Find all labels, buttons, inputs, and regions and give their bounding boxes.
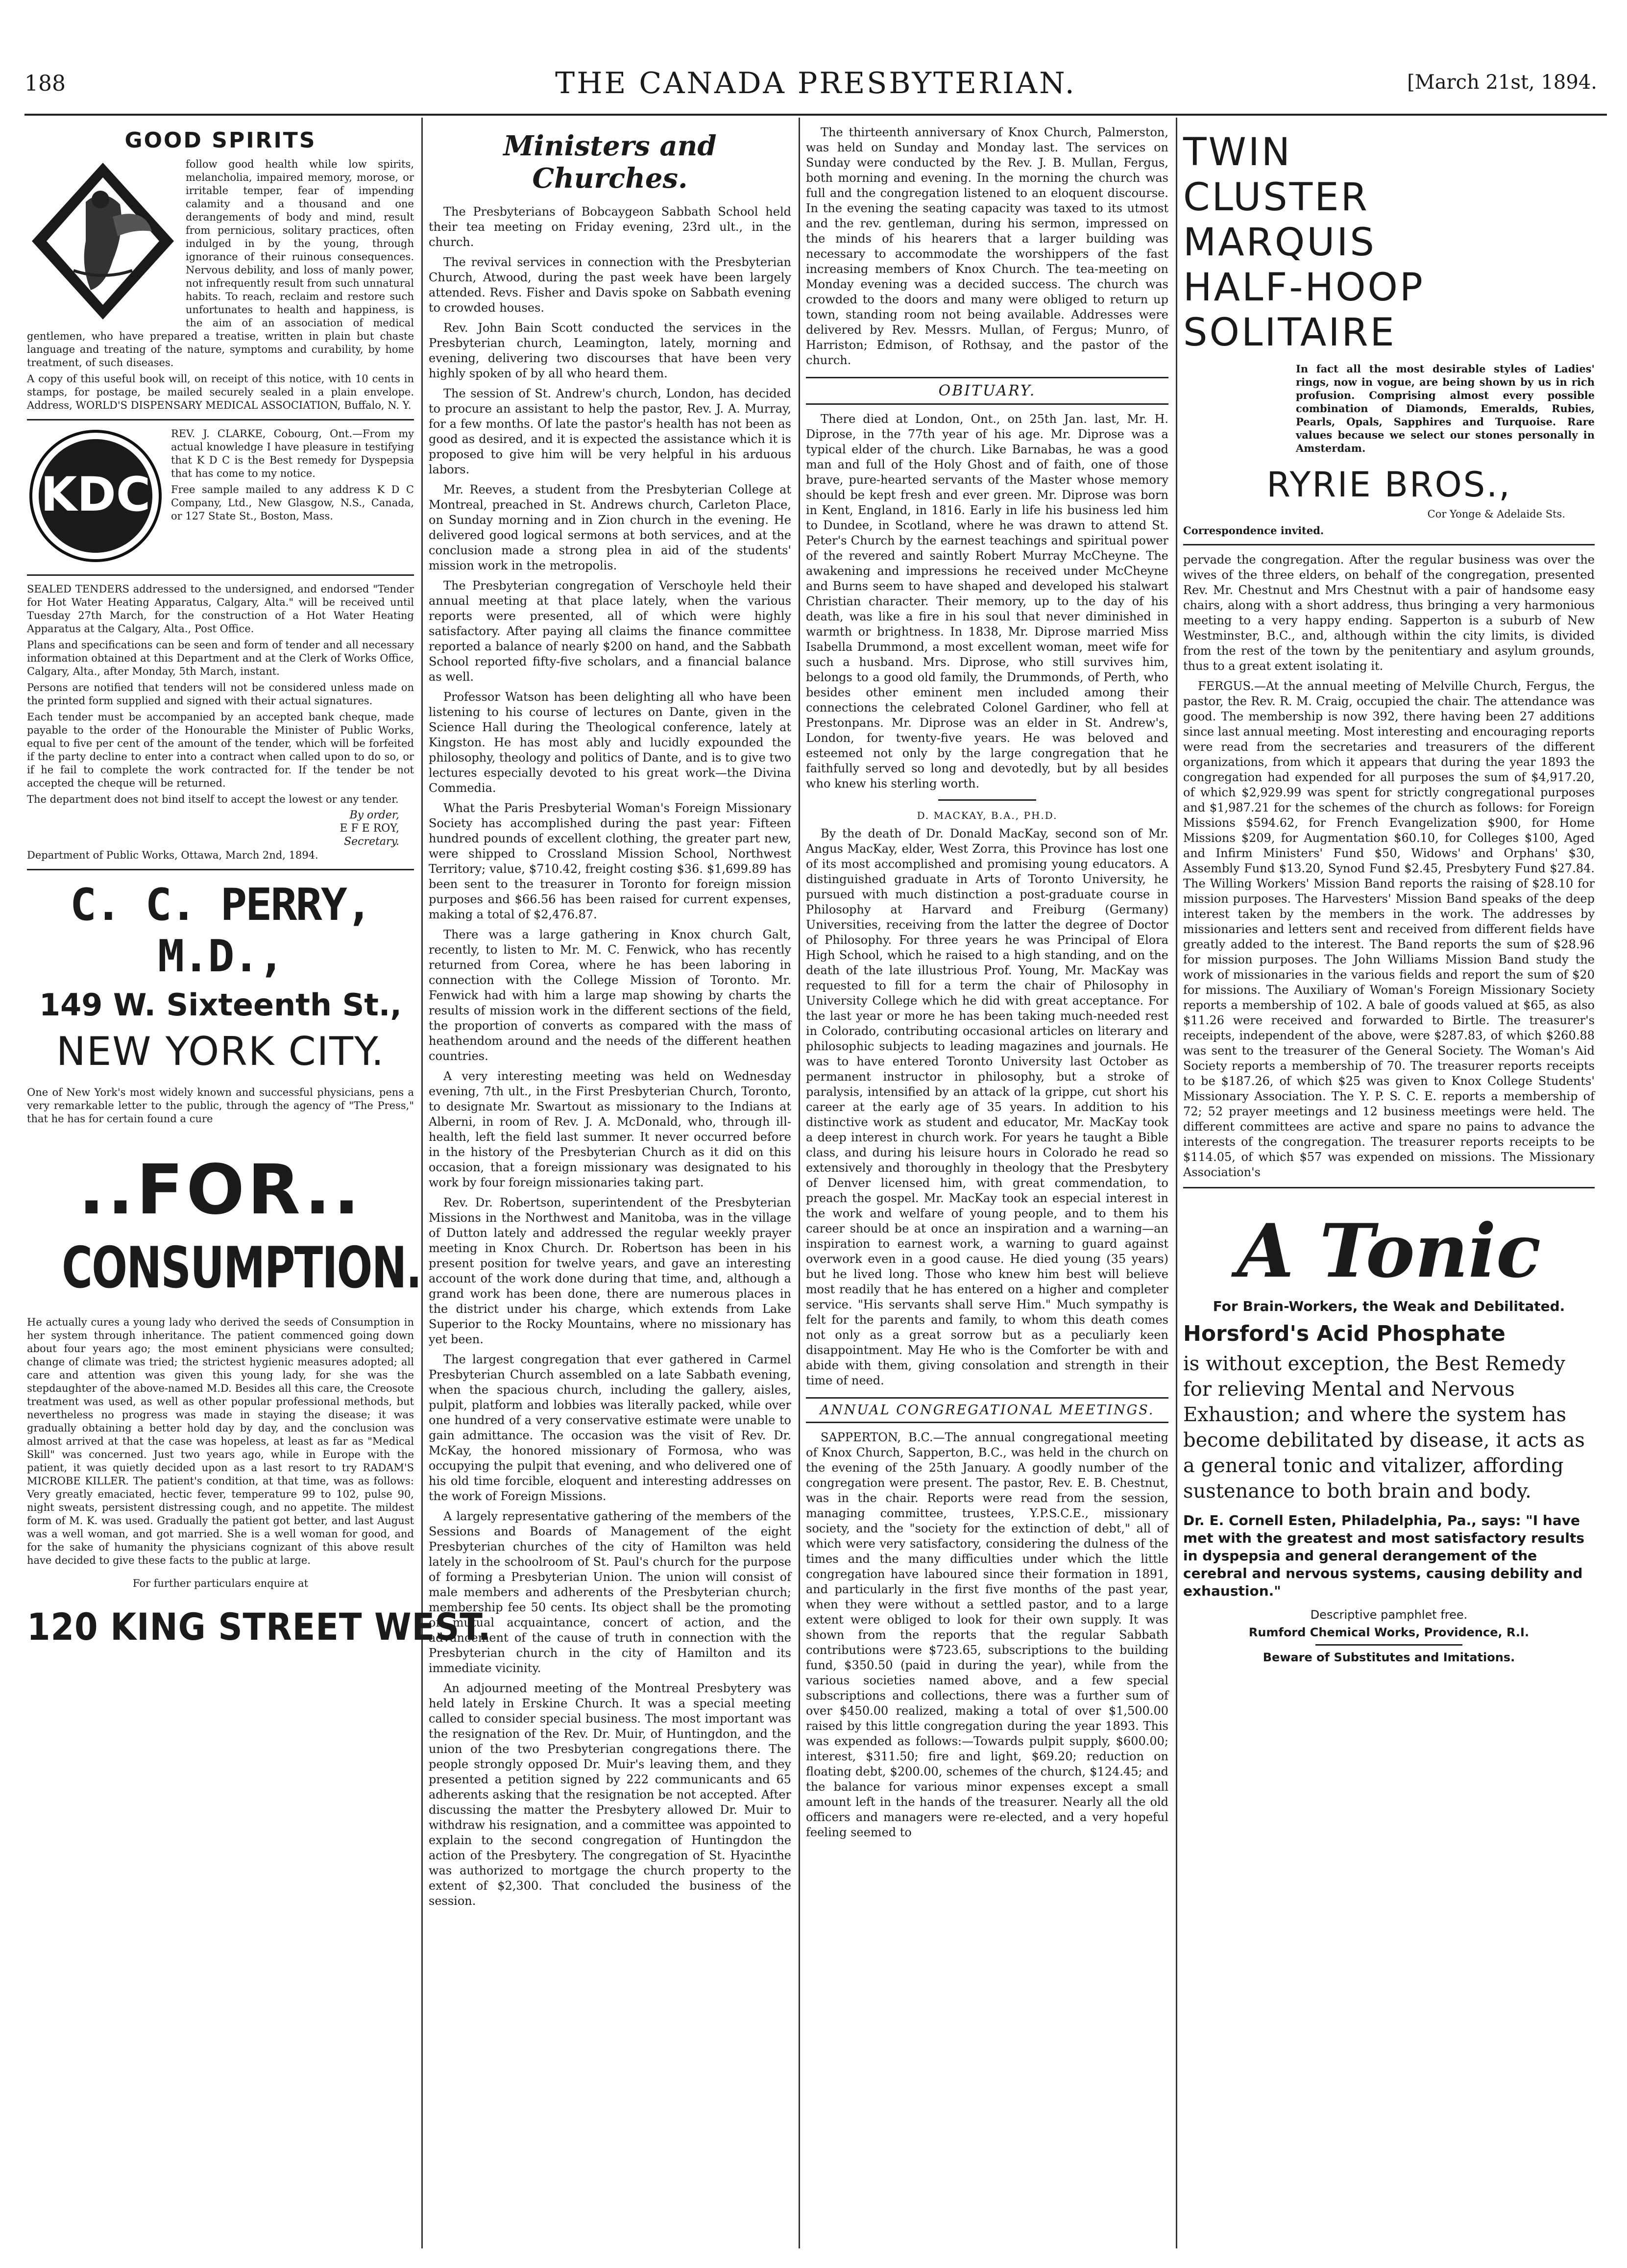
consumption-heading: CONSUMPTION. xyxy=(62,1235,421,1301)
consumption-address: 120 KING STREET WEST. xyxy=(27,1605,491,1649)
ring-style-line: SOLITAIRE xyxy=(1183,311,1396,355)
ministers-churches-heading: Ministers and Churches. xyxy=(503,130,717,195)
perry-street: 149 W. Sixteenth St., xyxy=(39,987,402,1023)
church-news-paragraph: An adjourned meeting of the Montreal Presbytery was held lately in Erskine Church. It was a special meeting called to consider special business. The most important was the resignation of the Rev. Dr. Muir, of Huntingdon, and the union of the two Presbyterian congregations there. The people strongly opposed Dr. Muir's leaving them, and they presented a petition signed by 222 communicants and 65 adherents asking that the resignation be not accepted. After discussing the matter the Presbytery allowed Dr. Muir to withdraw his resignation, and a committee was appointed to explain to the second congregation of Huntingdon the action of the Presbytery. The congregation of St. Hyacinthe was authorized to mortgage the church property to the extent of $2,300. That concluded the business of the session. xyxy=(429,1681,791,1908)
perry-name: C. C. PERRY, M.D., xyxy=(70,879,371,982)
ring-description: In fact all the most desirable styles of Ladies' rings, now in vogue, are being shown by us in rich profusion. Comprising almost every possible combination of Diamonds, Emeralds, Rubies, Pearls, Opals, Sapphires and Turquoise. Rare values because we select our stones personally in Amsterdam. xyxy=(1296,363,1595,454)
horsford-description: is without exception, the Best Remedy for relieving Mental and Nervous Exhaustion; and where the system has become debilitated by disease, it acts as a general tonic and vitalizer, affording sustenance to both brain and body. xyxy=(1183,1353,1585,1503)
a-tonic-subtitle: For Brain-Workers, the Weak and Debilitated. xyxy=(1213,1298,1565,1314)
ad-divider xyxy=(27,419,414,420)
fergus-report: FERGUS.—At the annual meeting of Melville Church, Fergus, the pastor, the Rev. R. M. Craig, occupied the chair. The attendance was good. The membership is now 392, there having been 27 additions since last annual meeting. Most interesting and encouraging reports were read from the secretaries and treasurers of the different organizations, from which it appears that during the year 1893 the congregation had expended for all purposes the sum of $4,917.20, of which $2,929.99 was spent for strictly congregational purposes and $1,987.21 for the schemes of the church as follows: for Foreign Missions $594.62, for French Evangelization $900, for Home Missions $209, for Augmentation $60.10, for Colleges $100, Aged and Infirm Ministers' Fund $50, Widows' and Orphans' $30, Assembly Fund $13.20, Synod Fund $2.45, Presbytery Fund $27.84. The Willing Workers' Mission Band reports the raising of $28.10 for mission purposes. The Harvesters' Mission Band speaks of the deep interest taken by the members in the work. The addresses by missionaries and letters sent and received from different fields have greatly added to the interest. The Band reports the sum of $28.96 for mission purposes. The John Williams Mission Band study the work of missionaries in the various fields and report the sum of $20 for missions. The Auxiliary of Woman's Foreign Missionary Society reports a membership of 102. A bale of goods valued at $65, as also $11.26 were received and forwarded to Birtle. The treasurer's receipts, independent of the above, were $287.83, of which $260.88 was sent to the treasurer of the General Society. The Woman's Aid Society reports a membership of 70. The treasurer reports receipts to be $187.26, of which $25 was given to Knox College Students' Missionary Association. The Y. P. S. C. E. reports a membership of 72; 52 prayer meetings and 12 business meetings were held. The different committees are active and spare no pains to advance the interests of the congregation. The treasurer reports receipts to be $114.05, of which $57 was expended on missions. The Missionary Association's xyxy=(1183,679,1595,1179)
church-news-paragraph: The revival services in connection with the Presbyterian Church, Atwood, during the past week have been largely attended. Revs. Fisher and Davis spoke on Sabbath evening to crowded houses. xyxy=(429,255,791,315)
ad-divider xyxy=(1183,544,1595,545)
church-news-paragraph: The session of St. Andrew's church, London, has decided to procure an assistant to help the pastor, Rev. J. A. Murray, for a few months. Of late the pastor's health has not been as good as desired, and it is expected the assistance which it is proposed to give him will be very helpful in his arduous labors. xyxy=(429,387,791,476)
consumption-enquire: For further particulars enquire at xyxy=(132,1578,309,1589)
ryrie-bros-name: RYRIE BROS., xyxy=(1266,465,1511,505)
kdc-testimonial: REV. J. CLARKE, Cobourg, Ont.—From my actual knowledge I have pleasure in testifying that K D C is the Best remedy for Dyspepsia that has come to my notice. xyxy=(171,428,414,479)
tenders-persons: Persons are notified that tenders will not be considered unless made on the printed form supplied and signed with their actual signatures. xyxy=(27,682,414,707)
good-spirits-body: follow good health while low spirits, melancholia, impaired memory, morose, or irritable temper, fear of impending calamity and a thousand and one derangements of body and mind, result from pernicious, solitary practices, often indulged in by the young, through ignorance of their ruinous consequences. Nervous debility, and loss of manly power, not infrequently result from such unnatural habits. To reach, reclaim and restore such unfortunates to health and happiness, is the aim of an association of medical gentlemen, who have prepared a treatise, written in plain but chaste language and treating of the nature, symptoms and curability, by home treatment, of such diseases. xyxy=(27,158,414,369)
perry-city: NEW YORK CITY. xyxy=(56,1029,385,1074)
short-divider xyxy=(1315,1644,1462,1646)
tenders-notice: SEALED TENDERS addressed to the undersigned, and endorsed "Tender for Hot Water Heating Apparatus, Calgary, Alta." will be received until Tuesday 27th March, for the construction of a Hot Water Heating Apparatus at the Calgary, Alta., Post Office. xyxy=(27,583,414,635)
church-news-paragraph: A very interesting meeting was held on Wednesday evening, 7th ult., in the First Presbyterian Church, Toronto, to designate Mr. Swartout as missionary to the Indians at Alberni, in room of Rev. J. A. McDonald, who, through ill-health, left the field last summer. It never occurred before in the history of the Presbyterian Church as it did on this occasion, that a foreign missionary was designated to his work by four foreign missionaries taking part. xyxy=(429,1069,791,1189)
obituary-mackay: By the death of Dr. Donald MacKay, second son of Mr. Angus MacKay, elder, West Zorra, this Province has lost one of its most accomplished and promising young educators. A distinguished graduate in Arts of Toronto University, he pursued with much distinction a post-graduate course in Philosophy at Harvard and Freiburg (Germany) Universities, receiving from the latter the degree of Doctor of Philosophy. For three years he was Principal of Elora High School, which he raised to a high standing, and on the death of the late illustrious Prof. Young, Mr. MacKay was requested to fill for a term the chair of Philosophy in University College which he did with great acceptance. For the last year or more he has been taking much-needed rest in Colorado, contributing occasional articles on literary and philosophic subjects to leading magazines and journals. He was to have entered Toronto University last October as permanent instructor in philosophy, but a stroke of paralysis, intensified by an attack of la grippe, cut short his career at the early age of 35 years. In addition to his distinctive work as student and educator, Mr. MacKay took a deep interest in church work. For years he taught a Bible class, and during his leisure hours in Colorado he read so extensively and thoroughly in theology that the Presbytery of Denver licensed him, with great commendation, to preach the gospel. Mr. MacKay took an especial interest in the work and welfare of young people, and to them his career should be at once an inspiration and a warning—an inspiration to earnest work, a warning to guard against overwork even in a good cause. He died young (35 years) but he lived long. Those who knew him best will believe most readily that he has entered on a higher and completer service. "His servants shall serve Him." Much sympathy is felt for the parents and family, to whom this death comes not only as a great sorrow but as a peculiarly keen disappointment. May He who is the Comforter be with and abide with them, giving consolation and strength in their time of need. xyxy=(806,827,1168,1387)
church-news-paragraph: Rev. John Bain Scott conducted the services in the Presbyterian church, Leamington, lately, morning and evening, delivering two discourses that have been very highly spoken of by all who heard them. xyxy=(429,321,791,380)
consumption-body: He actually cures a young lady who derived the seeds of Consumption in her system through inheritance. The patient commenced going down about four years ago; the most eminent physicians were consulted; change of climate was tried; the strictest hygienic measures adopted; all care and attention was given this young lady, for she was the stepdaughter of the above-named M.D. Besides all this care, the Creosote treatment was used, as well as other popular professional methods, but nevertheless no progress was made in staying the disease; it was gradually obtaining a better hold day by day, and the conclusion was almost arrived at that the case was hopeless, at least as far as "Medical Skill" was concerned. Just two years ago, while in Europe with the patient, it was quietly decided upon as a last resort to try RADAM'S MICROBE KILLER. The patient's condition, at that time, was as follows: Very greatly emaciated, hectic fever, temperature 99 to 102, pulse 90, night sweats, persistent distressing cough, and no appetite. The mildest form of M. K. was used. Gradually the patient got better, and last August was a well woman, and got married. She is a well woman for good, and for the sake of humanity the physicians cognizant of this above result have decided to give these facts to the public at large. xyxy=(27,1316,414,1566)
ad-divider xyxy=(1183,1187,1595,1188)
ring-style-line: TWIN xyxy=(1183,130,1292,174)
header-rule xyxy=(24,114,1607,116)
church-news-paragraph: Professor Watson has been delighting all who have been listening to his course of lectures on Dante, given in the Science Hall during the Theological conference, lately at Kingston. He has most ably and lucidly expounded the philosophy, theology and politics of Dante, and is to give two lectures especially devoted to his great work—the Divina Commedia. xyxy=(429,690,791,795)
obituary-diprose: There died at London, Ont., on 25th Jan. last, Mr. H. Diprose, in the 77th year of his age. Mr. Diprose was a typical elder of the church. Like Barnabas, he was a good man and full of the Holy Ghost and of faith, one of those brave, pure-hearted servants of the Master whose memory should be kept fresh and ever green. Mr. Diprose was born in Kent, England, in 1816. Early in life his business led him to Dundee, in Scotland, where he was drawn to attend St. Peter's Church by the earnest teachings and spiritual power of the revered and saintly Robert Murray McCheyne. The awakening and impressions he received under McCheyne and Burns seem to have shaped and developed his stalwart Christian character. Their memory, up to the day of his death, was like a fire in his soul that never diminished in warmth or brightness. In 1838, Mr. Diprose married Miss Isabella Drummond, a most excellent woman, meet wife for such a husband. Mrs. Diprose, who still survives him, belongs to a good old family, the Drummonds, of Perth, who besides other eminent men included among their connections the celebrated Colonel Gardiner, who fell at Prestonpans. Mr. Diprose was an elder in St. Andrew's, London, for twenty-five years. He was beloved and esteemed not only by the large congregation that he faithfully served so long and devotedly, but by all besides who knew his sterling worth. xyxy=(806,412,1168,790)
tenders-dateline: Department of Public Works, Ottawa, March 2nd, 1894. xyxy=(27,849,318,861)
tenders-signer: E F E ROY, xyxy=(340,822,399,835)
column-1-advertisements xyxy=(27,125,491,2248)
tenders-signer-title: Secretary. xyxy=(344,836,399,848)
ryrie-address: Cor Yonge & Adelaide Sts. xyxy=(1427,508,1565,520)
knox-anniversary-paragraph: The thirteenth anniversary of Knox Church, Palmerston, was held on Sunday and Monday last. The services on Sunday were conducted by the Rev. J. B. Mullan, Fergus, both morning and evening. In the morning the church was full and the congregation listened to an eloquent discourse. In the evening the seating capacity was taxed to its utmost and the rev. gentleman, during his sermon, impressed on the minds of his hearers that a larger building was necessary to accommodate the worshippers of the fast increasing members of Knox Church. The tea-meeting on Monday evening was a decided success. The church was crowded to the doors and many were obliged to return up town, standing room not being available. Addresses were delivered by Rev. Messrs. Mullan, of Fergus; Munro, of Harriston; Edmison, of Rothsay, and the pastor of the church. xyxy=(806,125,1168,367)
issue-date: [March 21st, 1894. xyxy=(1407,71,1597,94)
church-news-paragraph: Mr. Reeves, a student from the Presbyterian College at Montreal, preached in St. Andrews church, Carleton Place, on Sunday morning and in Zion church in the evening. He delivered good logical sermons at both services, and at the conclusion made a strong plea in aid of the students' mission work in the metropolis. xyxy=(429,483,791,572)
annual-meetings-heading: ANNUAL CONGREGATIONAL MEETINGS. xyxy=(806,1397,1168,1423)
ring-styles-heading xyxy=(1183,130,1595,355)
tenders-plans: Plans and specifications can be seen and form of tender and all necessary information obtained at this Department and at the Clerk of Works Office, Calgary, Alta., after Monday, 5th March, instant. xyxy=(27,639,414,677)
ad-divider xyxy=(27,574,414,576)
kdc-sample-offer: Free sample mailed to any address K D C Company, Ltd., New Glasgow, N.S., Canada, or 127 State St., Boston, Mass. xyxy=(171,484,414,522)
tenders-department: The department does not bind itself to accept the lowest or any tender. xyxy=(27,793,399,805)
page-number: 188 xyxy=(24,71,66,96)
good-spirits-offer: A copy of this useful book will, on receipt of this notice, with 10 cents in stamps, for postage, be mailed securely sealed in a plain envelope. Address, WORLD'S DISPENSARY MEDICAL ASSOCIATION, Buffalo, N. Y. xyxy=(27,373,414,411)
correspondence-invited: Correspondence invited. xyxy=(1183,524,1324,537)
kdc-logo xyxy=(27,427,164,565)
short-divider xyxy=(938,799,1036,801)
column-4-ads-and-reports xyxy=(1183,125,1595,2248)
church-news-paragraph: The Presbyterian congregation of Verschoyle held their annual meeting at that place lately, when the various reports were presented, all of which were highly satisfactory. After paying all claims the finance committee reported a balance of nearly $200 on hand, and the Sabbath School reported fifty-five scholars, and a financial balance as well. xyxy=(429,579,791,684)
ring-style-line: HALF-HOOP xyxy=(1183,266,1425,310)
page-header xyxy=(24,59,1607,113)
angel-emblem-icon xyxy=(27,158,179,324)
church-news-paragraph: The Presbyterians of Bobcaygeon Sabbath School held their tea meeting on Friday evening, 23rd ult., in the church. xyxy=(429,205,791,249)
mackay-byline: D. MACKAY, B.A., PH.D. xyxy=(917,810,1058,821)
sapperton-continued: pervade the congregation. After the regular business was over the wives of the three elders, on behalf of the congregation, presented Rev. Mr. Chestnut and Mrs Chestnut with a pair of handsome easy chairs, along with a short address, thus bringing a very harmonious meeting to a very happy ending. Sapperton is a suburb of New Westminster, B.C., and, although within the city limits, is divided from the rest of the town by the penitentiary and asylum grounds, thus to a great extent isolating it. xyxy=(1183,553,1595,673)
tenders-cheque: Each tender must be accompanied by an accepted bank cheque, made payable to the order of the Honourable the Minister of Public Works, equal to five per cent of the amount of the tender, which will be forfeited if the party decline to enter into a contract when called upon to do so, or if he fail to complete the work contracted for. If the tender be not accepted the cheque will be returned. xyxy=(27,711,414,789)
newspaper-title: THE CANADA PRESBYTERIAN. xyxy=(555,66,1076,100)
a-tonic-heading: A Tonic xyxy=(1237,1208,1541,1294)
ring-style-line: CLUSTER xyxy=(1183,175,1369,220)
for-heading: ..FOR.. xyxy=(78,1150,363,1230)
church-news-paragraph: A largely representative gathering of the members of the Sessions and Boards of Management of the eight Presbyterian churches of the city of Hamilton was held lately in the schoolroom of St. Paul's church for the purpose of forming a Presbyterian Union. The union will consist of male members and adherents of the Presbyterian church; membership fee 50 cents. Its object shall be the promoting of mutual acquaintance, concert of action, and the advancement of the cause of truth in connection with the Presbyterian church in the city of Hamilton and its immediate vicinity. xyxy=(429,1509,791,1675)
horsford-maker: Rumford Chemical Works, Providence, R.I. xyxy=(1248,1626,1530,1639)
church-news-paragraph: There was a large gathering in Knox church Galt, recently, to listen to Mr. M. C. Fenwick, who has recently returned from Corea, where he has been laboring in connection with the College Mission of Toronto. Mr. Fenwick had with him a large map showing by charts the results of mission work in the different sections of the field, the proportion of converts as compared with the mass of heathendom around and the needs of the different heathen countries. xyxy=(429,928,791,1063)
column-divider xyxy=(421,118,423,2248)
sapperton-report: SAPPERTON, B.C.—The annual congregational meeting of Knox Church, Sapperton, B.C., was held in the church on the evening of the 25th January. A goodly number of the congregation were present. The pastor, Rev. E. B. Chestnut, was in the chair. Reports were read from the session, managing committee, trustees, Y.P.S.C.E., missionary society, and the "society for the extinction of debt," all of which were very satisfactory, considering the dulness of the times and the many difficulties under which the little congregation have laboured since their formation in 1891, and particularly in the first five months of the past year, when they were without a settled pastor, and to a large extent were obliged to look for their own supply. It was shown from the reports that the regular Sabbath contributions were $723.65, subscriptions to the building fund, $350.50 (paid in during the year), while from the various societies named above, and a few special subscriptions and collections, there was a further sum of over $450.00 realized, making a total of over $1,500.00 raised by this little congregation during the year 1893. This was expended as follows:—Towards pulpit supply, $600.00; interest, $311.50; fire and light, $69.20; reduction on floating debt, $200.00, schemes of the church, $124.45; and the balance for various minor expenses except a small amount left in the hands of the treasurer. Nearly all the old officers and managers were re-elected, and a very hopeful feeling seemed to xyxy=(806,1430,1168,1839)
column-divider xyxy=(799,118,800,2248)
church-news-paragraph: What the Paris Presbyterial Woman's Foreign Missionary Society has accomplished during the past year: Fifteen hundred pounds of excellent clothing, the greater part new, were shipped to Crossland Mission School, Northwest Territory; value, $710.42, freight costing $36. $1,699.89 has been sent to the treasurer in Toronto for foreign mission purposes and $66.56 has been raised for current expenses, making a total of $2,476.87. xyxy=(429,801,791,921)
perry-intro: One of New York's most widely known and successful physicians, pens a very remarkable letter to the public, through the agency of "The Press," that he has for certain found a cure xyxy=(27,1086,414,1125)
church-news-paragraph: The largest congregation that ever gathered in Carmel Presbyterian Church assembled on a late Sabbath evening, when the spacious church, including the gallery, aisles, pulpit, platform and lobbies was literally packed, while over one hundred of a very conservative estimate were unable to gain admittance. The occasion was the visit of Rev. Dr. McKay, the honored missionary of Formosa, who was occupying the pulpit that evening, and who delivered one of his old time forcible, eloquent and interesting addresses on the work of Foreign Missions. xyxy=(429,1353,791,1503)
column-2-ministers-churches xyxy=(429,125,791,2248)
horsford-testimonial: Dr. E. Cornell Esten, Philadelphia, Pa., says: "I have met with the greatest and most satisfactory results in dyspepsia and general derangement of the cerebral and nervous systems, causing debility and exhaustion." xyxy=(1183,1512,1584,1599)
column-3-obituary xyxy=(806,125,1168,2248)
column-divider xyxy=(1176,118,1177,2248)
tenders-by-order: By order, xyxy=(349,809,399,821)
obituary-heading: OBITUARY. xyxy=(806,377,1168,405)
ring-style-line: MARQUIS xyxy=(1183,221,1376,265)
church-news-paragraph: Rev. Dr. Robertson, superintendent of the Presbyterian Missions in the Northwest and Manitoba, was in the village of Dutton lately and addressed the regular weekly prayer meeting in Knox Church. Dr. Robertson has been in his present position for twelve years, and gave an interesting account of the work done during that time, and, although a grand work has been done, there are numerous places in the district under his charge, which extends from Lake Superior to the Rocky Mountains, where no missionary has yet been. xyxy=(429,1196,791,1346)
good-spirits-heading: GOOD SPIRITS xyxy=(124,128,316,153)
kdc-logo-text: KDC xyxy=(40,467,151,522)
horsford-pamphlet: Descriptive pamphlet free. xyxy=(1310,1608,1468,1622)
ad-divider xyxy=(27,869,414,870)
horsford-beware: Beware of Substitutes and Imitations. xyxy=(1263,1651,1515,1664)
horsford-product-name: Horsford's Acid Phosphate xyxy=(1183,1321,1506,1346)
